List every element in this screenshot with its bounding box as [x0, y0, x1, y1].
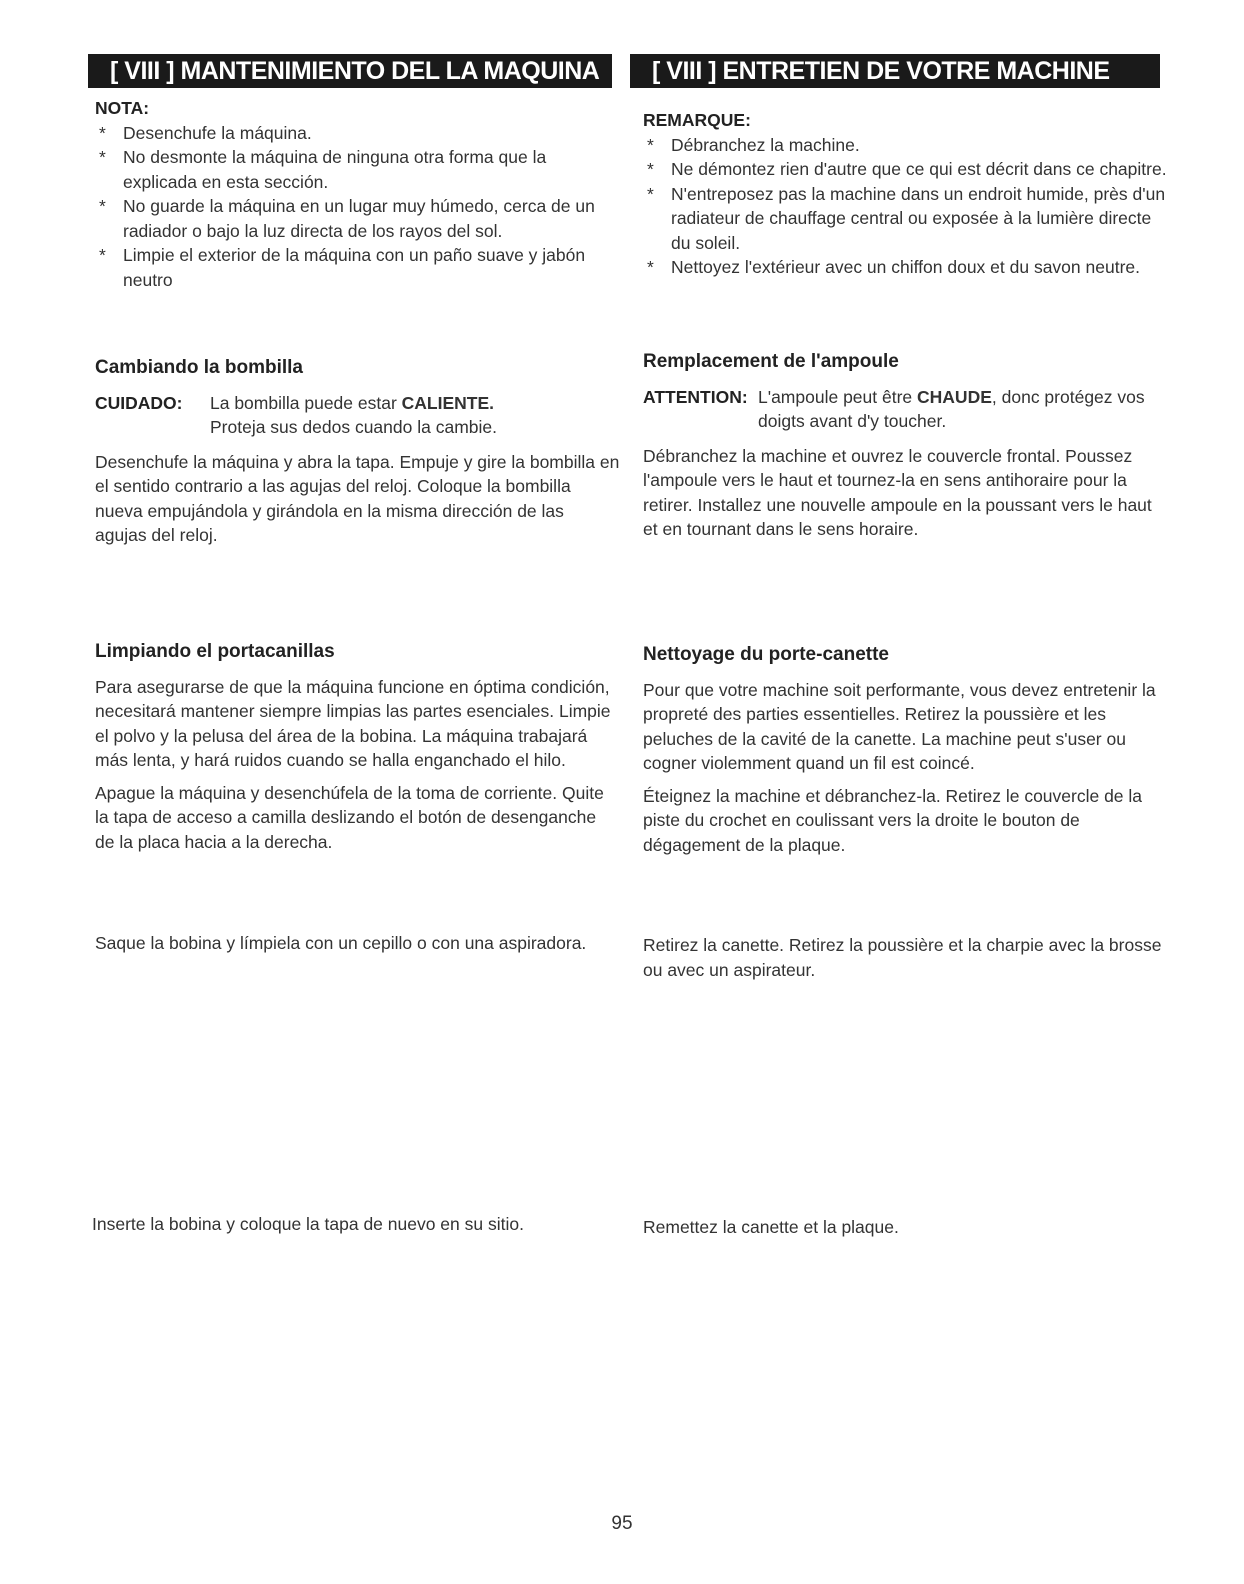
list-item: * Ne démontez rien d'autre que ce qui est décrit dans ce chapitre. — [643, 157, 1168, 182]
section-title: Cambiando la bombilla — [95, 357, 303, 378]
section-title: Nettoyage du porte-canette — [643, 644, 889, 665]
bobbin-section-fr — [643, 643, 1168, 865]
list-item: * Nettoyez l'extérieur avec un chiffon doux et du savon neutre. — [643, 255, 1168, 280]
bulb-section-fr — [643, 350, 1168, 550]
bobbin-section-es — [95, 640, 620, 862]
bulb-section-es — [95, 356, 620, 556]
list-item: * Débranchez la machine. — [643, 133, 1168, 158]
paragraph: Desenchufe la máquina y abra la tapa. Empuje y gire la bombilla en el sentido contrario a las agujas del reloj. Coloque la bombilla nueva empujándola y girándola en la misma dirección de las agujas del reloj. — [95, 451, 620, 545]
caution-bold: CHAUDE — [917, 386, 992, 407]
list-item: * N'entreposez pas la machine dans un endroit humide, près d'un radiateur de chauffage central ou exposée à la lumière directe du soleil. — [643, 182, 1168, 256]
caution-bold: CALIENTE. — [401, 392, 495, 413]
caution-text: L'ampoule peut être — [758, 386, 918, 407]
nota-fr — [643, 108, 1168, 280]
nota-es — [95, 96, 620, 292]
section-title: Limpiando el portacanillas — [95, 641, 335, 662]
caution-label: ATTENTION: — [643, 386, 748, 407]
list-item: * Limpie el exterior de la máquina con un paño suave y jabón neutro — [95, 243, 620, 292]
nota-label: NOTA: — [95, 98, 150, 118]
nota-label: REMARQUE: — [643, 110, 751, 130]
paragraph: Para asegurarse de que la máquina funcione en óptima condición, necesitará mantener siempre limpias las partes esenciales. Limpie el polvo y la pelusa del área de la bobina. La máquina trabajará más lenta, y hará ruidos cuando se halla enganchado el hilo. — [95, 676, 611, 770]
caution-text: , donc protégez vos doigts avant d'y toucher. — [758, 386, 1145, 431]
paragraph: Retirez la canette. Retirez la poussière et la charpie avec la brosse ou avec un aspirateur. — [643, 935, 1162, 980]
caution-text: Proteja sus dedos cuando la cambie. — [210, 417, 497, 437]
section-header-fr: [ VIII ] ENTRETIEN DE VOTRE MACHINE — [630, 54, 1160, 88]
paragraph: Pour que votre machine soit performante, vous devez entretenir la propreté des parties essentielles. Retirez la poussière et les peluches de la cavité de la canette. La machine peut s'user ou cogner violemment quand un fil est coincé. — [643, 679, 1156, 773]
paragraph: Apague la máquina y desenchúfela de la toma de corriente. Quite la tapa de acceso a camilla deslizando el botón de desenganche de la placa hacia a la derecha. — [95, 782, 604, 852]
caution-label: CUIDADO: — [95, 392, 183, 413]
caution-note — [95, 391, 620, 440]
paragraph: Débranchez la machine et ouvrez le couvercle frontal. Poussez l'ampoule vers le haut et tournez-la en sens antihoraire pour la retirer. Installez une nouvelle ampoule en la poussant vers le haut et en tournant dans le sens horaire. — [643, 445, 1152, 539]
list-item: * No desmonte la máquina de ninguna otra forma que la explicada en esta sección. — [95, 145, 620, 194]
paragraph: Inserte la bobina y coloque la tapa de nuevo en su sitio. — [92, 1214, 524, 1234]
paragraph: Remettez la canette et la plaque. — [643, 1217, 899, 1237]
list-item: * Desenchufe la máquina. — [95, 121, 620, 146]
section-title: Remplacement de l'ampoule — [643, 351, 899, 372]
caution-text: La bombilla puede estar — [210, 392, 402, 413]
list-item: * No guarde la máquina en un lugar muy húmedo, cerca de un radiador o bajo la luz directa de los rayos del sol. — [95, 194, 620, 243]
page-number: 95 — [611, 1513, 633, 1534]
paragraph: Éteignez la machine et débranchez-la. Retirez le couvercle de la piste du crochet en coulissant vers la droite le bouton de dégagement de la plaque. — [643, 785, 1143, 855]
paragraph: Saque la bobina y límpiela con un cepillo o con una aspiradora. — [95, 933, 587, 953]
section-header-es: [ VIII ] MANTENIMIENTO DEL LA MAQUINA — [88, 54, 612, 88]
caution-note — [643, 385, 1168, 434]
